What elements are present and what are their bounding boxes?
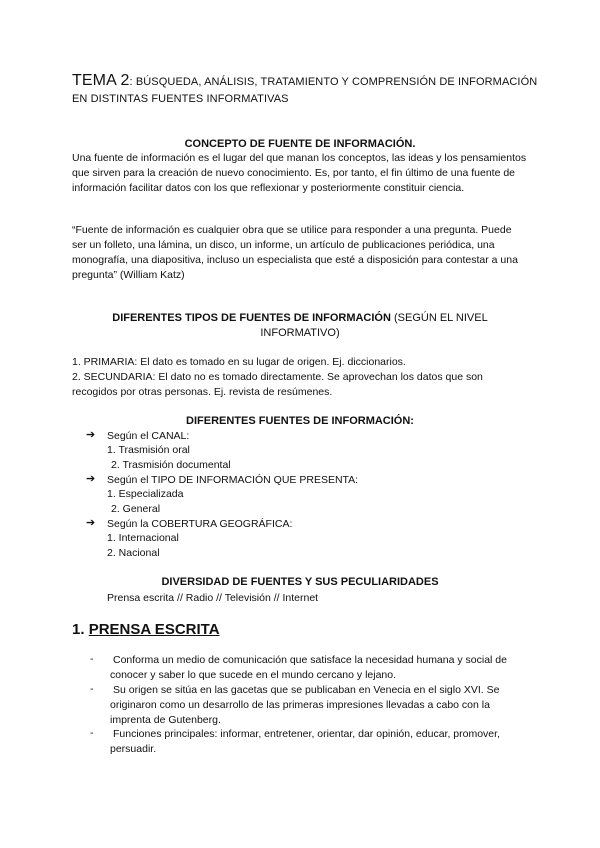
tipos-heading (110, 311, 490, 341)
fuentes-sub-item: 1. Internacional (107, 532, 179, 544)
title-rest: : BÚSQUEDA, ANÁLISIS, TRATAMIENTO Y COMPRENSIÓN DE INFORMACIÓN EN DISTINTAS FUENTES INFORMATIVAS (72, 76, 538, 105)
diversidad-heading: DIVERSIDAD DE FUENTES Y SUS PECULIARIDADES (161, 576, 439, 588)
fuentes-group-label: Según el CANAL: (107, 430, 190, 442)
fuentes-sub-item: 2. Trasmisión documental (111, 459, 231, 471)
fuentes-sub-item: 2. General (111, 503, 161, 515)
tipos-heading-rest: (SEGÚN EL NIVEL INFORMATIVO) (260, 312, 488, 339)
concepto-quote: “Fuente de información es cualquier obra que se utilice para responder a una pregunta. Puede ser un folleto, una lámina, un disco, un informe, un artículo de publicaciones periódica, una monografía, una diapositiva, incluso un especialista que esté a disposición para contestar a una pregunta” (William Katz) (72, 224, 518, 281)
dash-bullet: - (90, 653, 94, 665)
prensa-bullet: Su origen se sitúa en las gacetas que se publicaban en Venecia en el siglo XVI. Se originaron como un desarrollo de las primeras impresiones llevadas a cabo con la imprenta de Gutenberg. (110, 684, 500, 726)
concepto-heading: CONCEPTO DE FUENTE DE INFORMACIÓN. (184, 138, 416, 150)
tipos-item: 1. PRIMARIA: El dato es tomado en su lugar de origen. Ej. diccionarios. (72, 356, 406, 368)
prensa-title: PRENSA ESCRITA (88, 621, 220, 638)
arrow-icon: ➔ (86, 517, 96, 529)
document-title (72, 72, 542, 108)
fuentes-group-label: Según el TIPO DE INFORMACIÓN QUE PRESENTA: (107, 474, 359, 486)
fuentes-sub-item: 1. Especializada (107, 488, 184, 500)
title-lead: TEMA 2 (72, 72, 130, 89)
tipos-heading-bold: DIFERENTES TIPOS DE FUENTES DE INFORMACIÓN (112, 312, 391, 324)
dash-bullet: - (90, 727, 94, 739)
diversidad-line: Prensa escrita // Radio // Televisión // Internet (107, 592, 319, 604)
fuentes-group-label: Según la COBERTURA GEOGRÁFICA: (107, 518, 293, 530)
prensa-bullet: Funciones principales: informar, entretener, orientar, dar opinión, educar, promover, persuadir. (110, 728, 500, 755)
fuentes-sub-item: 1. Trasmisión oral (107, 444, 190, 456)
prensa-bullet: Conforma un medio de comunicación que satisface la necesidad humana y social de conocer y saber lo que sucede en el mundo cercano y lejano. (110, 654, 507, 681)
prensa-number: 1. (72, 621, 89, 638)
tipos-item: 2. SECUNDARIA: El dato no es tomado directamente. Se aprovechan los datos que son recogidos por otras personas. Ej. revista de resúmenes. (72, 371, 483, 398)
arrow-icon: ➔ (86, 473, 96, 485)
prensa-heading (72, 621, 220, 638)
dash-bullet: - (90, 683, 94, 695)
fuentes-heading: DIFERENTES FUENTES DE INFORMACIÓN: (186, 415, 414, 427)
concepto-paragraph: Una fuente de información es el lugar del que manan los conceptos, las ideas y los pensamientos que sirven para la creación de nuevo conocimiento. Es, por tanto, el fin último de una fuente de información facilitar datos con los que reflexionar y posteriormente constituir ciencia. (72, 152, 527, 194)
fuentes-sub-item: 2. Nacional (107, 547, 160, 559)
arrow-icon: ➔ (86, 429, 96, 441)
